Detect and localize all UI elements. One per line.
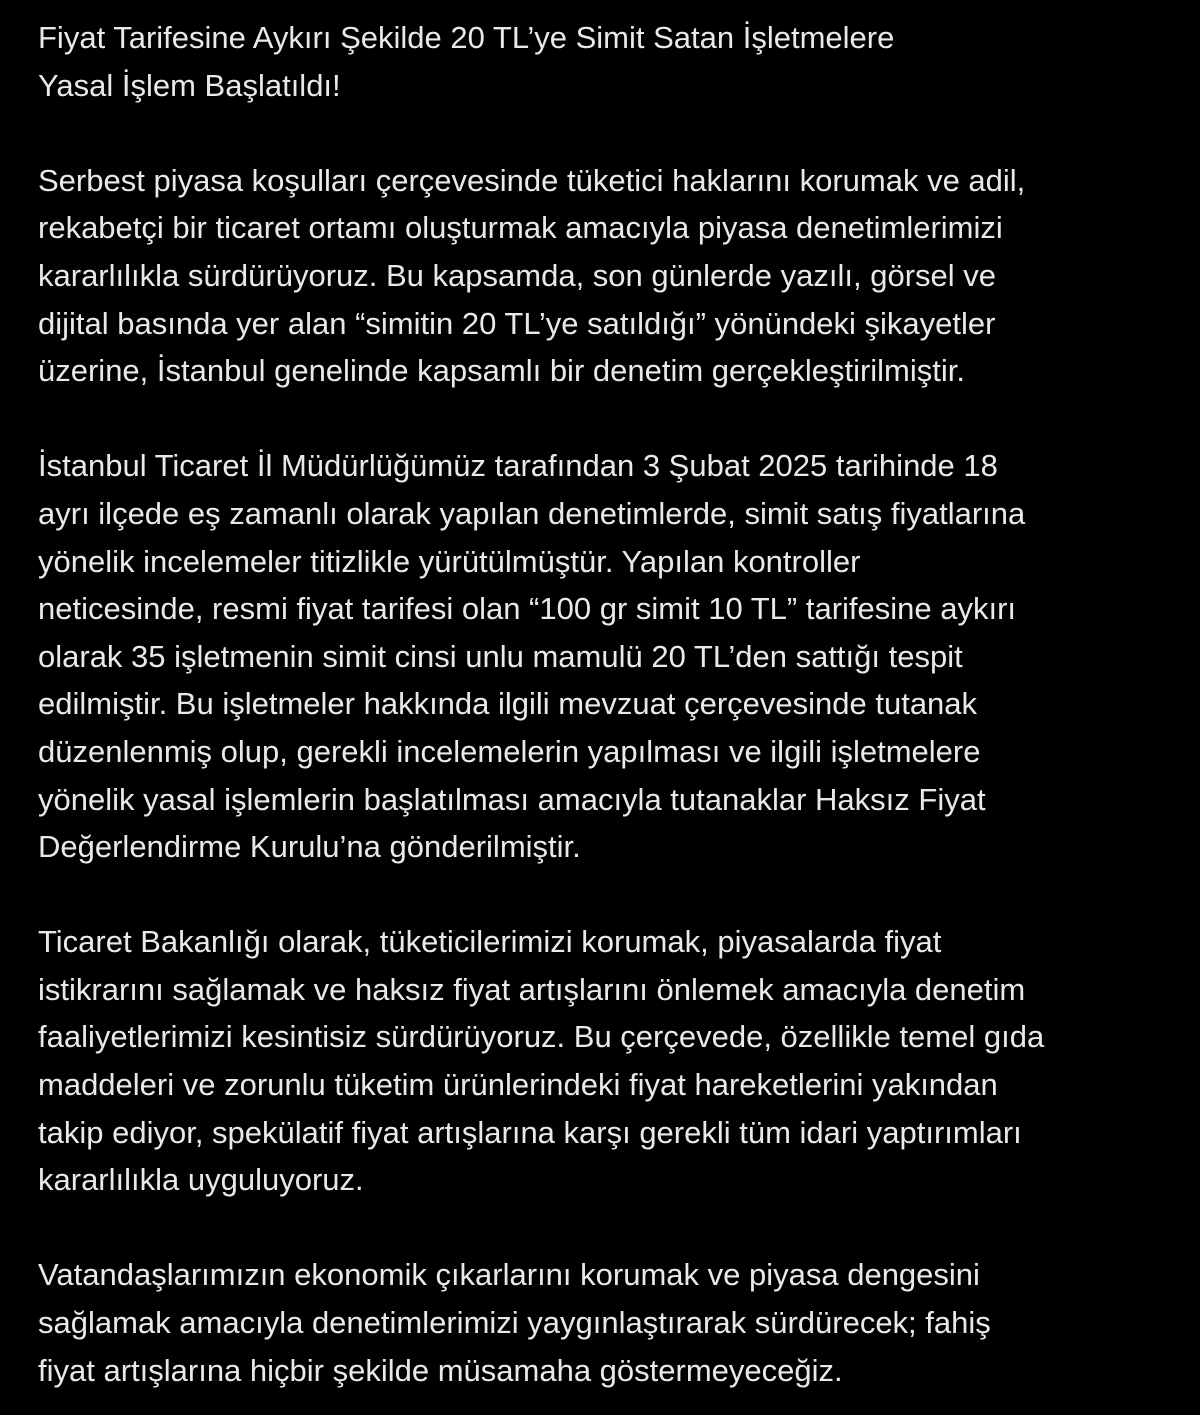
text-line: fiyat artışlarına hiçbir şekilde müsamaha göstermeyeceğiz.	[38, 1352, 843, 1388]
text-line: Serbest piyasa koşulları çerçevesinde tüketici haklarını korumak ve adil,	[38, 162, 1026, 198]
paragraph-4	[38, 1251, 1178, 1394]
paragraph-3	[38, 918, 1178, 1204]
title-line: Fiyat Tarifesine Aykırı Şekilde 20 TL’ye Simit Satan İşletmelere	[38, 20, 895, 55]
text-line: kararlılıkla sürdürüyoruz. Bu kapsamda, son günlerde yazılı, görsel ve	[38, 257, 997, 293]
text-line: takip ediyor, spekülatif fiyat artışlarına karşı gerekli tüm idari yaptırımları	[38, 1114, 1022, 1150]
text-line: yönelik yasal işlemlerin başlatılması amacıyla tutanaklar Haksız Fiyat	[38, 781, 986, 817]
text-line: yönelik incelemeler titizlikle yürütülmüştür. Yapılan kontroller	[38, 543, 861, 579]
text-line: Vatandaşlarımızın ekonomik çıkarlarını korumak ve piyasa dengesini	[38, 1257, 980, 1293]
text-line: sağlamak amacıyla denetimlerimizi yaygınlaştırarak sürdürecek; fahiş	[38, 1305, 991, 1341]
text-line: edilmiştir. Bu işletmeler hakkında ilgili mevzuat çerçevesinde tutanak	[38, 686, 978, 722]
text-line: üzerine, İstanbul genelinde kapsamlı bir denetim gerçekleştirilmiştir.	[38, 353, 965, 389]
text-line: Değerlendirme Kurulu’na gönderilmiştir.	[38, 829, 581, 865]
text-line: maddeleri ve zorunlu tüketim ürünlerindeki fiyat hareketlerini yakından	[38, 1067, 998, 1103]
text-line: düzenlenmiş olup, gerekli incelemelerin yapılması ve ilgili işletmelere	[38, 733, 981, 769]
text-line: kararlılıkla uyguluyoruz.	[38, 1162, 364, 1198]
post-title	[38, 14, 1178, 109]
text-line: neticesinde, resmi fiyat tarifesi olan “100 gr simit 10 TL” tarifesine aykırı	[38, 591, 1017, 627]
text-line: ayrı ilçede eş zamanlı olarak yapılan denetimlerde, simit satış fiyatlarına	[38, 495, 1026, 531]
post-text	[38, 14, 1178, 1394]
paragraph-1	[38, 157, 1178, 395]
text-line: faaliyetlerimizi kesintisiz sürdürüyoruz. Bu çerçevede, özellikle temel gıda	[38, 1019, 1045, 1055]
text-line: dijital basında yer alan “simitin 20 TL’ye satıldığı” yönündeki şikayetler	[38, 305, 996, 341]
text-line: istikrarını sağlamak ve haksız fiyat artışlarını önlemek amacıyla denetim	[38, 971, 1026, 1007]
paragraph-2	[38, 442, 1178, 870]
text-line: rekabetçi bir ticaret ortamı oluşturmak amacıyla piyasa denetimlerimizi	[38, 210, 1003, 246]
text-line: olarak 35 işletmenin simit cinsi unlu mamulü 20 TL’den sattığı tespit	[38, 638, 963, 674]
text-line: İstanbul Ticaret İl Müdürlüğümüz tarafından 3 Şubat 2025 tarihinde 18	[38, 448, 998, 484]
title-line: Yasal İşlem Başlatıldı!	[38, 67, 341, 103]
text-line: Ticaret Bakanlığı olarak, tüketicilerimizi korumak, piyasalarda fiyat	[38, 924, 942, 960]
